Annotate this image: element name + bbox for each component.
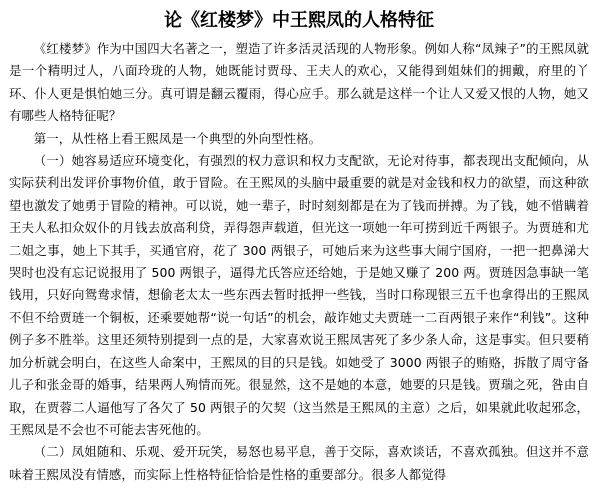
document-title: 论《红楼梦》中王熙凤的人格特征 xyxy=(164,10,434,31)
paragraph-intro: 《红楼梦》作为中国四大名著之一，塑造了许多活灵活现的人物形象。例如人称“凤辣子”的王熙凤就是一个精明过人，八面玲珑的人物，她既能讨贾母、王夫人的欢心，又能得到姐妹们的拥戴，府里的丫环、仆人更是惧怕她三分。真可谓是翻云覆雨，得心应手。那么就是这样一个让人又爱又恨的人物，她又有哪些人格特征呢？ xyxy=(9,41,589,124)
paragraph-section-one: 第一，从性格上看王熙凤是一个典型的外向型性格。 xyxy=(33,130,322,146)
paragraph-point-two: （二）凤姐随和、乐观、爱开玩笑，易怒也易平息，善于交际，喜欢谈话，不喜欢孤独。但这并不意味着王熙凤没有情感，而实际上性格特征恰恰是性格的重要部分。很多人都觉得 xyxy=(9,444,589,482)
paragraph-point-one: （一）她容易适应环境变化，有强烈的权力意识和权力支配欲，无论对待事，都表现出支配倾向，从实际获利出发评价事物价值，敢于冒险。在王熙凤的头脑中最重要的就是对金钱和权力的欲望，而这种欲望也激发了她勇于冒险的精神。可以说，她一辈子，时时刻刻都是在为了钱而拼搏。为了钱，她不惜瞒着王夫人私扣众奴仆的月钱去放高利贷，弄得怨声载道，但光这一项她一年可捞到近千两银子。为贾琏和尤二姐之事，她上下其手，买通官府，花了 300 两银子，可她后来为这些事大闹宁国府，一把一把鼻涕大哭时也没有忘记说报用了 500 两银子，逼得尤氏答应还给她，于是她又赚了 200 两。贾琏因急事缺一笔钱用，只好向鸳鸯求情，想偷老太太一些东西去暂时抵押一些钱，当时口称现银三五千也拿得出的王熙凤不但不给贾琏一个铜板，还乘要她帮“说一句话”的机会，敲诈她丈夫贾琏一二百两银子来作“利钱”。这种例子多不胜举。这里还须特别提到一点的是，大家喜欢说王熙凤害死了多少条人命，这是事实。但只要稍加分析就会明白，在这些人命案中，王熙凤的目的只是钱。如她受了 3000 两银子的贿赂，拆散了周守备儿子和张金哥的婚事，结果两人殉情而死。很显然，这不是她的本意，她要的只是钱。贾瑞之死，咎由自取，在贾蓉二人逼他写了各欠了 50 两银子的欠契（这当然是王熙凤的主意）之后，如果就此收起邪念，王熙凤是不会也不可能去害死他的。 xyxy=(9,153,589,437)
